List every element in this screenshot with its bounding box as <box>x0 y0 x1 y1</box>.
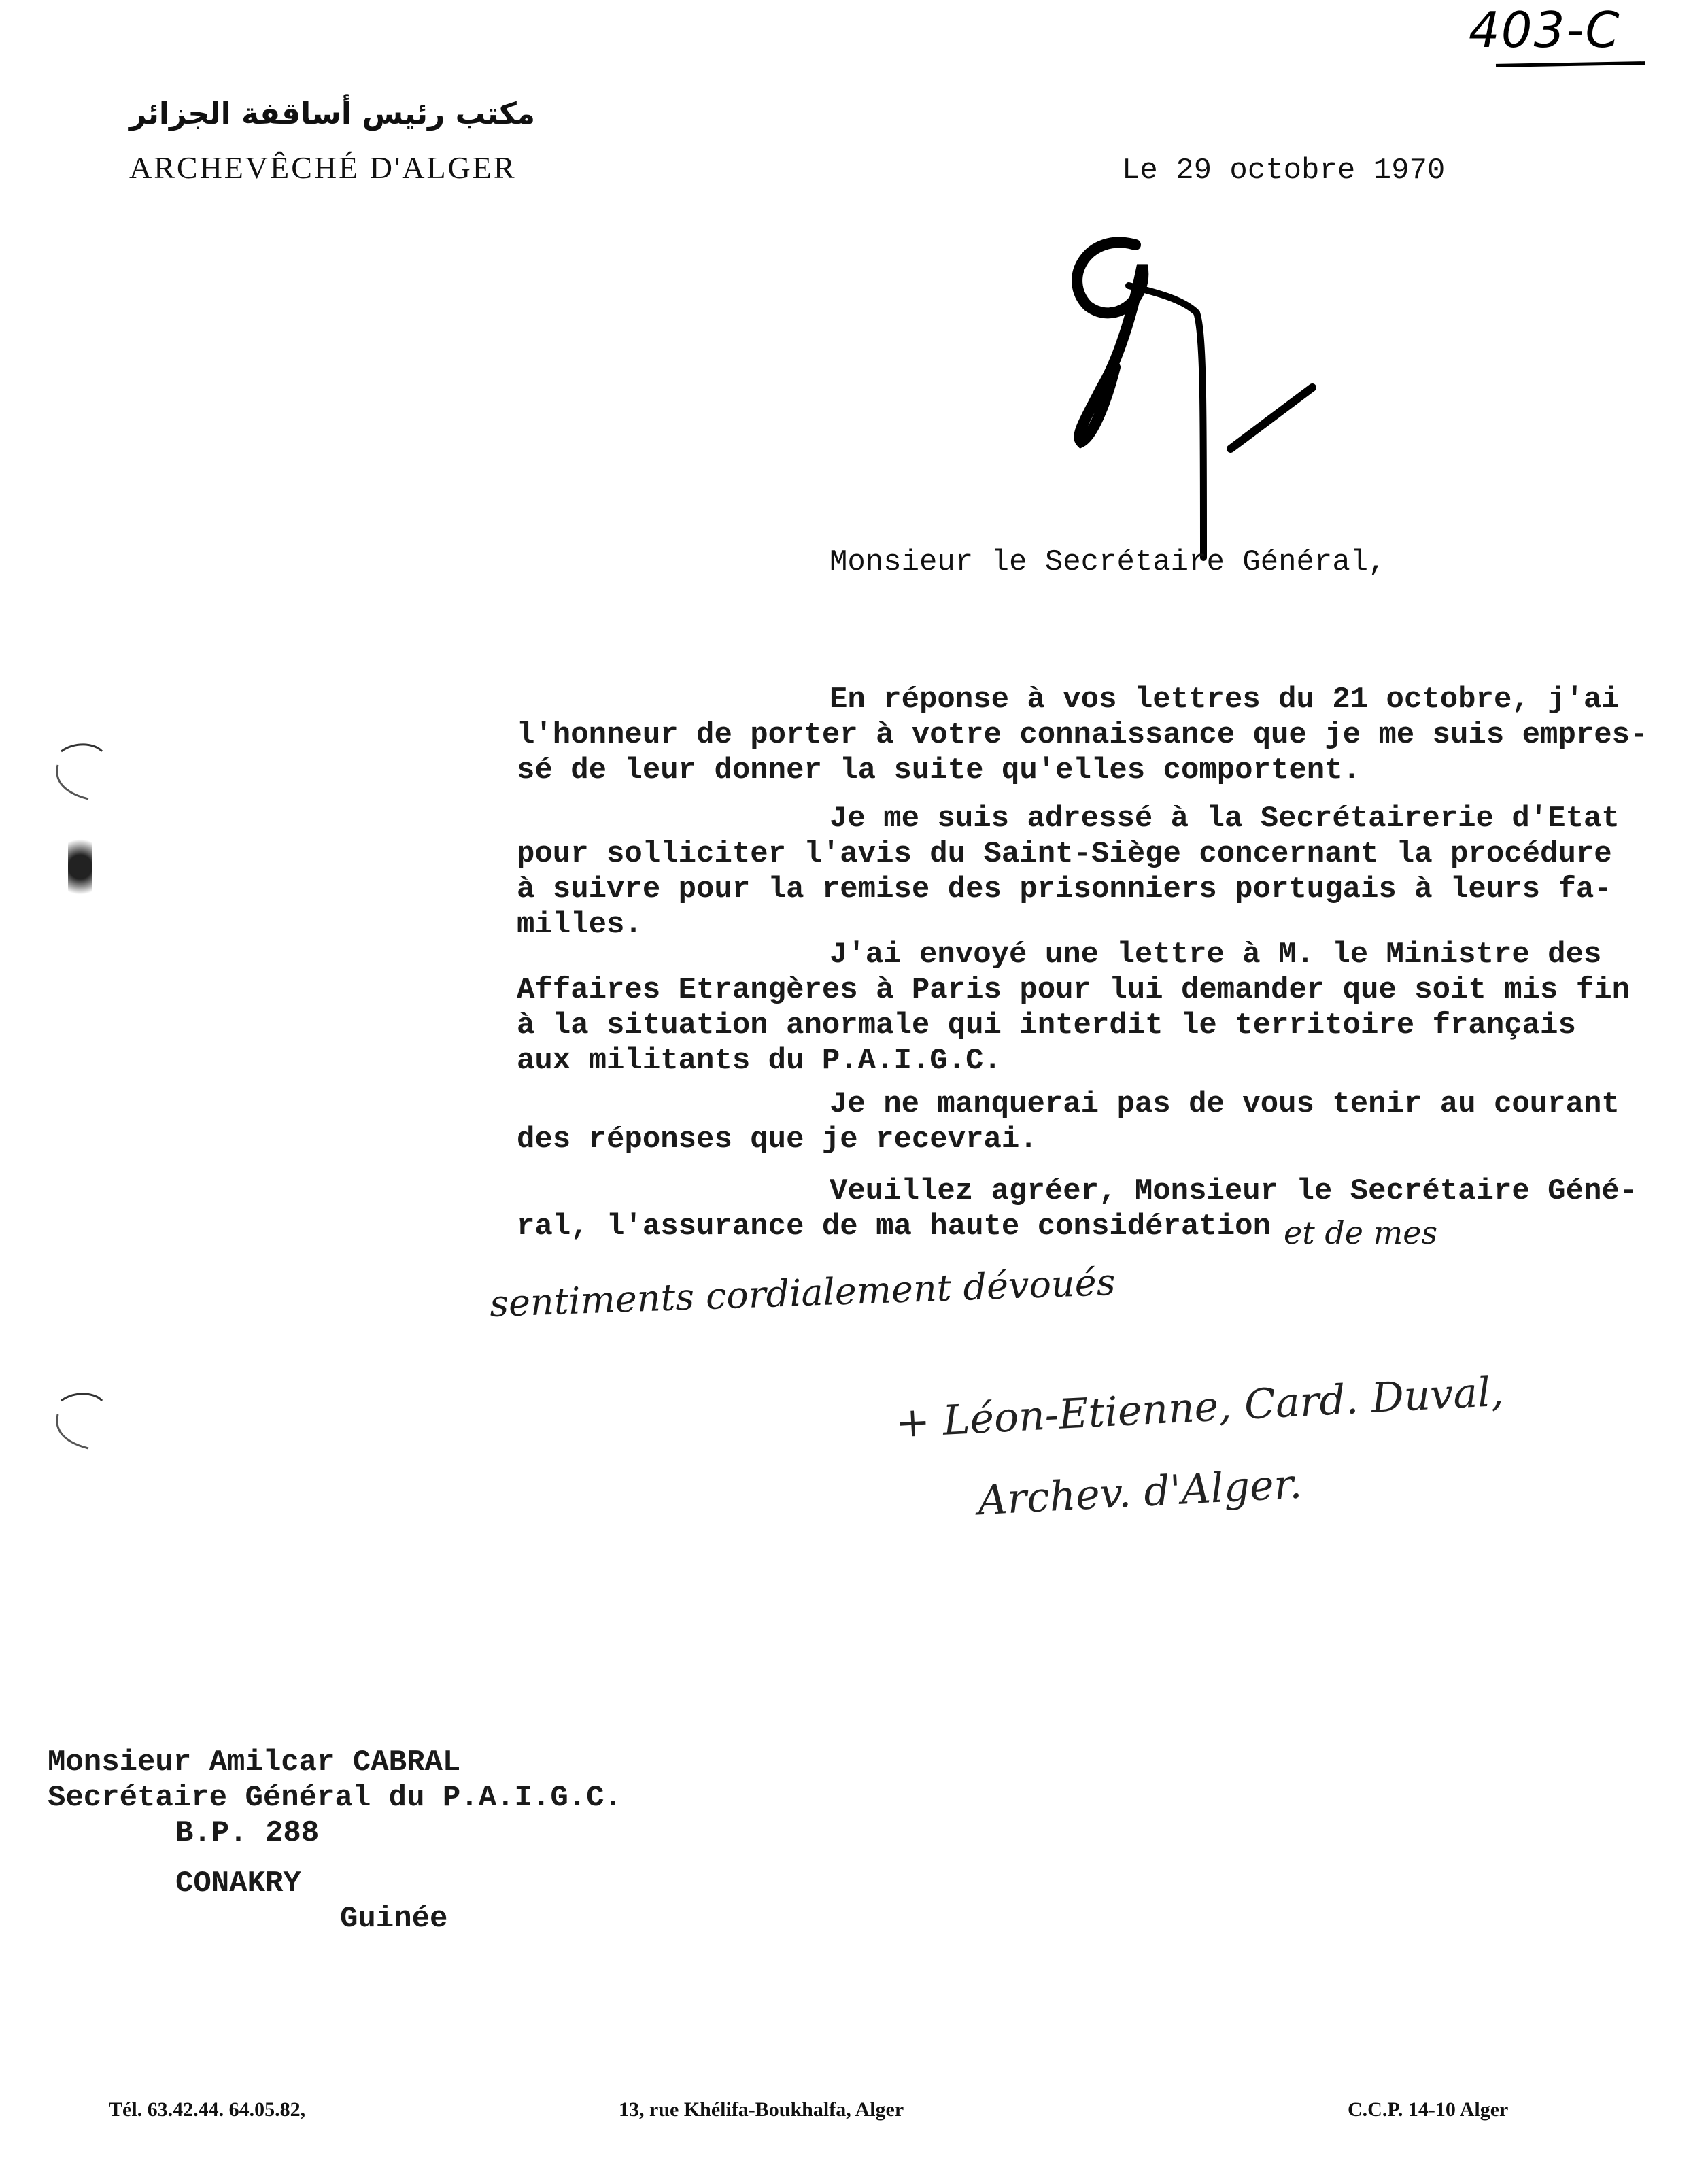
handwritten-closing-inline: et de mes <box>1284 1214 1438 1251</box>
punch-hole-shadow <box>68 830 92 904</box>
footer-phone: Tél. 63.42.44. 64.05.82, <box>109 2098 306 2121</box>
body-paragraph-1: En réponse à vos lettres du 21 octobre, j'ai l'honneur de porter à votre connaissance que je me suis empres- sé de leur donner la suite qu'elles comportent. <box>517 683 1648 787</box>
signature: + Léon-Etienne, Card. Duval, Archev. d'Alger. <box>894 1367 1505 1529</box>
addressee-city: CONAKRY <box>175 1866 301 1900</box>
letterhead-arabic: مكتب رئيس أساقفة الجزائر <box>129 97 536 131</box>
salutation: Monsieur le Secrétaire Général, <box>830 545 1386 579</box>
punch-hole-mark <box>48 738 109 813</box>
handwritten-annotation-mark <box>1047 218 1346 571</box>
letter-date: Le 29 octobre 1970 <box>1122 154 1446 188</box>
body-paragraph-3: J'ai envoyé une lettre à M. le Ministre des Affaires Etrangères à Paris pour lui demander que soit mis fin à la situation anormale qui interdit le territoire français aux militants du P.A.I.G.C. <box>517 938 1630 1078</box>
archive-reference: 403-C <box>1469 1 1621 58</box>
addressee-country: Guinée <box>340 1902 448 1936</box>
body-paragraph-5: Veuillez agréer, Monsieur le Secrétaire Géné- ral, l'assurance de ma haute considération <box>517 1174 1638 1244</box>
footer-ccp: C.C.P. 14-10 Alger <box>1348 2098 1509 2121</box>
punch-hole-mark <box>48 1387 109 1462</box>
addressee-name: Monsieur Amilcar CABRAL <box>48 1745 461 1779</box>
addressee-title: Secrétaire Général du P.A.I.G.C. <box>48 1781 622 1815</box>
body-paragraph-2: Je me suis adressé à la Secrétairerie d'Etat pour solliciter l'avis du Saint-Siège concernant la procédure à suivre pour la remise des prisonniers portugais à leurs fa- milles. <box>517 802 1620 942</box>
archive-reference-underline <box>1496 61 1645 67</box>
addressee-po-box: B.P. 288 <box>175 1816 320 1850</box>
footer-address: 13, rue Khélifa-Boukhalfa, Alger <box>619 2098 904 2121</box>
body-paragraph-4: Je ne manquerai pas de vous tenir au courant des réponses que je recevrai. <box>517 1087 1620 1157</box>
handwritten-closing: sentiments cordialement dévoués <box>489 1260 1116 1326</box>
letterhead-title: ARCHEVÊCHÉ D'ALGER <box>129 150 517 185</box>
